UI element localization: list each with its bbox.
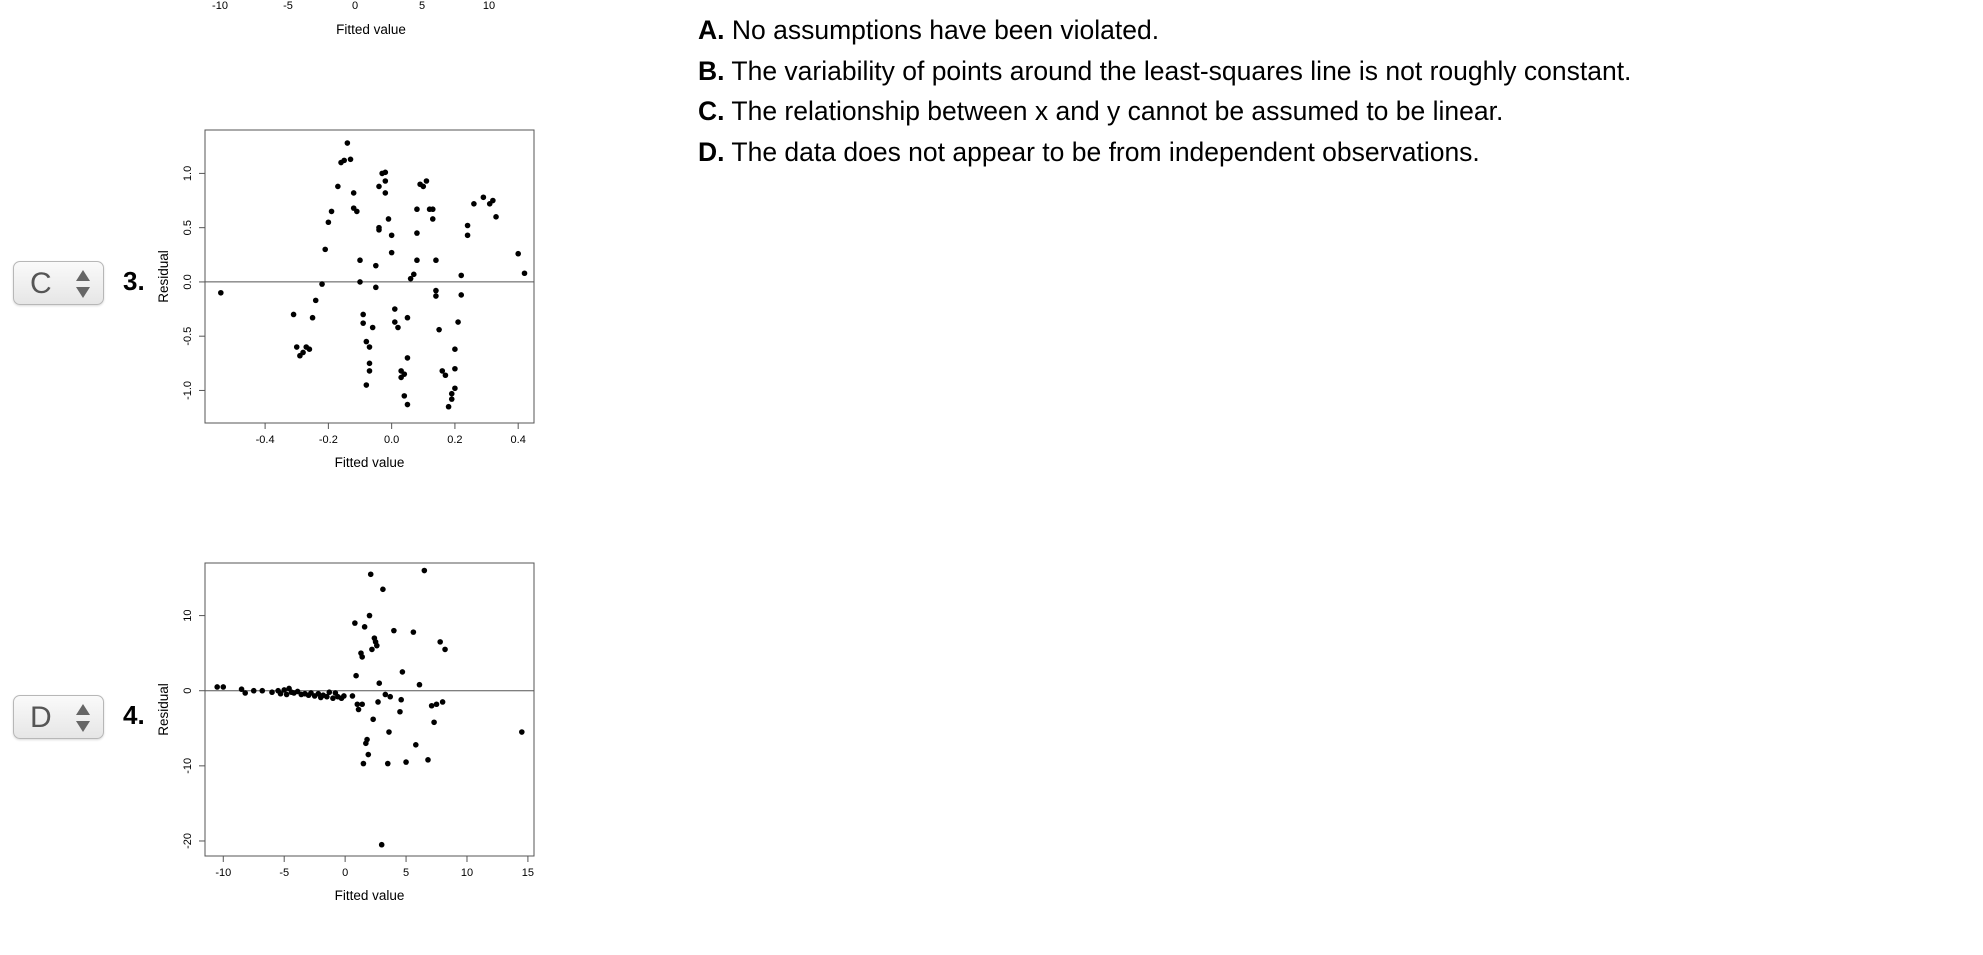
data-point [465, 232, 471, 238]
data-point [490, 198, 496, 204]
top-plot-x-tick-label: -5 [283, 0, 293, 12]
data-point [373, 285, 379, 291]
x-tick-label: 0.4 [510, 434, 526, 446]
x-tick-label: 0.0 [383, 434, 400, 446]
data-point [319, 281, 325, 287]
data-point [341, 158, 347, 164]
up-down-arrows-icon [75, 703, 91, 733]
data-point [364, 339, 370, 345]
data-point [367, 361, 373, 367]
data-point [310, 315, 316, 321]
data-point [429, 703, 435, 709]
top-plot-x-tick-label: 5 [418, 0, 426, 12]
data-point [357, 257, 363, 263]
data-point [368, 571, 374, 577]
answer-select-4-value: D [30, 701, 52, 734]
data-point [355, 701, 361, 707]
data-point [367, 344, 373, 350]
answer-choices [698, 10, 1631, 172]
data-point [370, 325, 376, 331]
data-point [420, 184, 426, 190]
top-plot-x-tick-label: 0 [351, 0, 359, 12]
residual-plot-4 [150, 553, 550, 913]
data-point [398, 697, 404, 703]
data-point [329, 209, 335, 215]
y-tick-label: 0.5 [182, 220, 194, 236]
y-tick-label: 1.0 [182, 165, 194, 182]
choice-b-letter: B. [698, 55, 725, 86]
data-point [367, 368, 373, 374]
data-point [365, 752, 371, 758]
top-plot-x-tick-label: -10 [212, 0, 228, 12]
data-point [519, 729, 525, 735]
data-point [361, 761, 367, 767]
data-point [414, 230, 420, 236]
answer-select-4[interactable] [13, 695, 104, 739]
data-point [446, 404, 452, 410]
data-point [433, 288, 439, 294]
data-point [458, 292, 464, 298]
data-point [522, 270, 528, 276]
x-tick-label: 0 [342, 867, 349, 879]
data-point [405, 355, 411, 361]
choice-a-letter: A. [698, 15, 725, 45]
choice-d-letter: D. [698, 136, 725, 167]
data-point [360, 312, 366, 318]
data-point [350, 693, 356, 699]
data-point [515, 251, 521, 257]
y-tick-label: 0.0 [182, 274, 194, 290]
data-point [391, 628, 397, 634]
choice-a [698, 10, 1631, 51]
data-point [294, 344, 300, 350]
data-point [385, 761, 391, 767]
choice-c [698, 91, 1631, 132]
data-point [392, 319, 398, 325]
data-point [300, 350, 306, 356]
data-point [437, 639, 443, 645]
data-point [364, 382, 370, 388]
data-point [354, 209, 360, 215]
top-plot-x-tick-label: 10 [482, 0, 496, 12]
data-point [376, 227, 382, 233]
data-point [345, 140, 351, 146]
data-point [362, 624, 368, 630]
data-point [440, 699, 446, 705]
data-point [383, 190, 389, 196]
data-point [242, 690, 248, 696]
plot-frame [205, 130, 534, 423]
data-point [373, 263, 379, 269]
data-point [443, 372, 449, 378]
data-point [383, 692, 389, 698]
data-point [386, 216, 392, 222]
data-point [335, 184, 341, 190]
data-point [400, 669, 406, 675]
x-tick-label: 10 [460, 867, 474, 879]
data-point [417, 682, 423, 688]
x-tick-label: -0.2 [318, 434, 338, 446]
data-point [214, 684, 220, 690]
y-tick-label: 10 [182, 609, 194, 622]
data-point [411, 629, 417, 635]
data-point [351, 190, 357, 196]
data-point [353, 673, 359, 679]
data-point [326, 689, 332, 695]
x-axis-title: Fitted value [334, 888, 405, 903]
data-point [387, 694, 393, 700]
data-point [392, 306, 398, 312]
x-tick-label: 15 [521, 867, 535, 879]
data-point [401, 371, 407, 377]
data-point [493, 214, 499, 220]
choice-a-text: No assumptions have been violated. [731, 15, 1160, 45]
data-point [449, 391, 455, 397]
data-point [307, 346, 313, 352]
data-point [359, 701, 365, 707]
residual-plot-3 [150, 120, 550, 480]
data-point [430, 216, 436, 222]
data-point [259, 688, 265, 694]
data-point [433, 257, 439, 263]
x-tick-label: -10 [215, 867, 232, 879]
data-point [330, 695, 336, 701]
data-point [433, 293, 439, 299]
data-point [360, 320, 366, 326]
data-point [455, 319, 461, 325]
data-point [359, 654, 365, 660]
data-point [379, 842, 385, 848]
data-point [251, 688, 257, 694]
data-point [370, 716, 376, 722]
data-point [397, 709, 403, 715]
data-point [452, 385, 458, 391]
data-point [452, 346, 458, 352]
data-point [376, 184, 382, 190]
data-point [471, 201, 477, 207]
top-plot-xlabel: Fitted value [336, 22, 406, 37]
data-point [422, 568, 428, 574]
data-point [374, 643, 380, 649]
choice-c-text: The relationship between x and y cannot be assumed to be linear. [731, 96, 1504, 126]
y-tick-label: -0.5 [182, 326, 194, 346]
data-point [449, 396, 455, 402]
x-tick-label: -0.4 [255, 434, 275, 446]
data-point [413, 742, 419, 748]
choice-c-letter: C. [698, 96, 725, 126]
y-tick-label: -10 [182, 757, 194, 774]
data-point [341, 693, 347, 699]
data-point [430, 206, 436, 212]
x-tick-label: -5 [279, 867, 290, 879]
data-point [481, 194, 487, 200]
data-point [414, 206, 420, 212]
plot-frame [205, 563, 534, 856]
data-point [465, 223, 471, 229]
y-tick-label: -1.0 [182, 380, 194, 400]
data-point [442, 647, 448, 653]
answer-select-3-value: C [30, 267, 52, 300]
choice-d [698, 132, 1631, 173]
x-axis-title: Fitted value [334, 455, 405, 470]
y-tick-label: -20 [182, 833, 194, 849]
data-point [395, 325, 401, 331]
data-point [405, 402, 411, 408]
data-point [424, 178, 430, 184]
data-point [436, 327, 442, 333]
data-point [291, 312, 297, 318]
choice-b-text: The variability of points around the least-squares line is not roughly constant. [731, 55, 1632, 86]
data-point [411, 272, 417, 278]
data-point [403, 759, 409, 765]
data-point [458, 273, 464, 279]
data-point [431, 719, 437, 725]
question-number-3: 3. [123, 266, 145, 296]
data-point [348, 157, 354, 163]
data-point [220, 684, 226, 690]
data-point [401, 393, 407, 399]
data-point [313, 298, 319, 304]
data-point [269, 689, 275, 695]
data-point [389, 250, 395, 256]
data-point [375, 699, 381, 705]
y-tick-label: 0 [182, 687, 194, 694]
y-axis-title: Residual [156, 250, 171, 303]
choice-d-text: The data does not appear to be from independent observations. [731, 136, 1480, 167]
data-point [405, 315, 411, 321]
question-number-4: 4. [123, 700, 145, 730]
x-tick-label: 0.2 [447, 434, 463, 446]
data-point [356, 707, 362, 713]
data-point [452, 366, 458, 372]
data-point [414, 257, 420, 263]
data-point [434, 701, 440, 707]
data-point [425, 757, 431, 763]
data-point [352, 620, 358, 626]
data-point [383, 170, 389, 176]
data-point [380, 586, 386, 592]
up-down-arrows-icon [75, 269, 91, 299]
data-point [364, 737, 370, 743]
data-point [357, 279, 363, 285]
data-point [389, 232, 395, 238]
choice-b [698, 51, 1631, 92]
data-point [369, 647, 375, 653]
y-axis-title: Residual [156, 683, 171, 736]
data-point [383, 178, 389, 184]
data-point [367, 613, 373, 619]
data-point [322, 247, 328, 253]
data-point [376, 680, 382, 686]
data-point [386, 729, 392, 735]
data-point [326, 219, 332, 225]
data-point [218, 290, 224, 296]
answer-select-3[interactable] [13, 261, 104, 305]
data-point [284, 692, 290, 698]
x-tick-label: 5 [402, 867, 410, 879]
